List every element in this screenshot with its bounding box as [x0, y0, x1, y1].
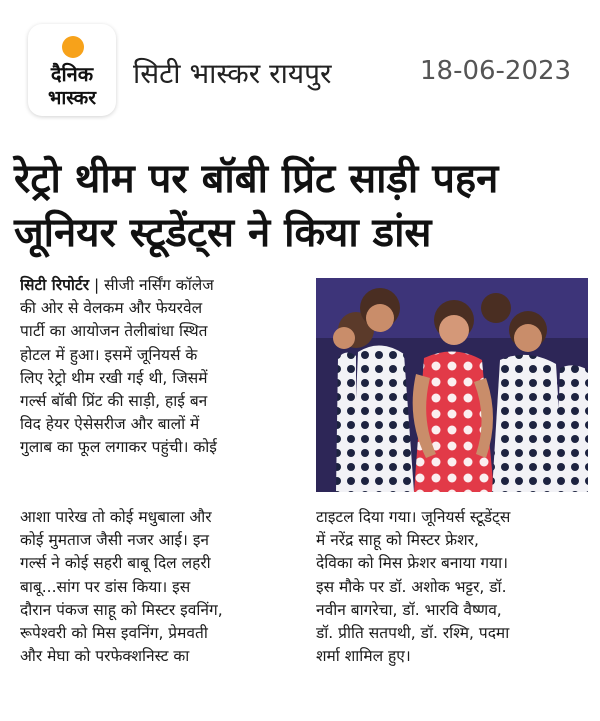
- article-column-b: [20, 506, 310, 668]
- edition-name: सिटी भास्कर रायपुर: [133, 57, 332, 90]
- column-line: देविका को मिस फ्रेशर बनाया गया।: [316, 554, 509, 573]
- column-line: नवीन बागरेचा, डॉ. भारवि वैष्णव,: [316, 600, 502, 619]
- column-line: गर्ल्स ने कोई सहरी बाबू दिल लहरी: [20, 554, 211, 573]
- headline-line-1: रेट्रो थीम पर बॉबी प्रिंट साड़ी पहन: [14, 156, 499, 202]
- byline: सिटी रिपोर्टर: [20, 276, 90, 294]
- column-line: होटल में हुआ। इसमें जूनियर्स के: [20, 345, 198, 364]
- column-line: लिए रेट्रो थीम रखी गई थी, जिसमें: [20, 368, 208, 387]
- column-line: पार्टी का आयोजन तेलीबांधा स्थित: [20, 322, 208, 341]
- column-line: में नरेंद्र साहू को मिस्टर फ्रेशर,: [316, 531, 479, 550]
- column-line: विद हेयर ऐसेसरीज और बालों में: [20, 415, 200, 434]
- column-line: डॉ. प्रीति सतपथी, डॉ. रश्मि, पदमा: [316, 623, 510, 642]
- article-column-a: [20, 274, 310, 460]
- dainik-bhaskar-logo: [28, 24, 116, 116]
- publication-date: 18-06-2023: [420, 56, 572, 86]
- article-column-c: [316, 506, 590, 668]
- article-headline: [14, 152, 594, 260]
- column-line: की ओर से वेलकम और फेयरवेल: [20, 299, 203, 318]
- logo-line-2: भास्कर: [47, 87, 97, 109]
- column-line: शर्मा शामिल हुए।: [316, 647, 411, 666]
- page-header: [0, 0, 600, 140]
- dance-photo: [316, 278, 588, 492]
- column-line: रूपेश्वरी को मिस इवनिंग, प्रेमवती: [20, 623, 208, 642]
- column-line: और मेघा को परफेक्शनिस्ट का: [20, 647, 190, 666]
- column-line: इस मौके पर डॉ. अशोक भट्टर, डॉ.: [316, 577, 507, 596]
- column-line: कोई मुमताज जैसी नजर आई। इन: [20, 531, 210, 550]
- column-line: टाइटल दिया गया। जूनियर्स स्टूडेंट्स: [316, 508, 511, 526]
- column-line: गर्ल्स बॉबी प्रिंट की साड़ी, हाई बन: [20, 391, 208, 410]
- column-line: दौरान पंकज साहू को मिस्टर इवनिंग,: [20, 600, 223, 619]
- dance-photo-icon: [316, 278, 588, 492]
- column-line: [20, 274, 310, 297]
- sun-icon: [62, 36, 84, 58]
- column-line-text: | सीजी नर्सिंग कॉलेज: [89, 276, 214, 294]
- logo-line-1: दैनिक: [50, 62, 94, 86]
- column-line: आशा पारेख तो कोई मधुबाला और: [20, 508, 212, 526]
- headline-line-2: जूनियर स्टूडेंट्स ने किया डांस: [14, 210, 432, 256]
- column-line: गुलाब का फूल लगाकर पहुंची। कोई: [20, 438, 217, 457]
- column-line: बाबू...सांग पर डांस किया। इस: [20, 577, 191, 596]
